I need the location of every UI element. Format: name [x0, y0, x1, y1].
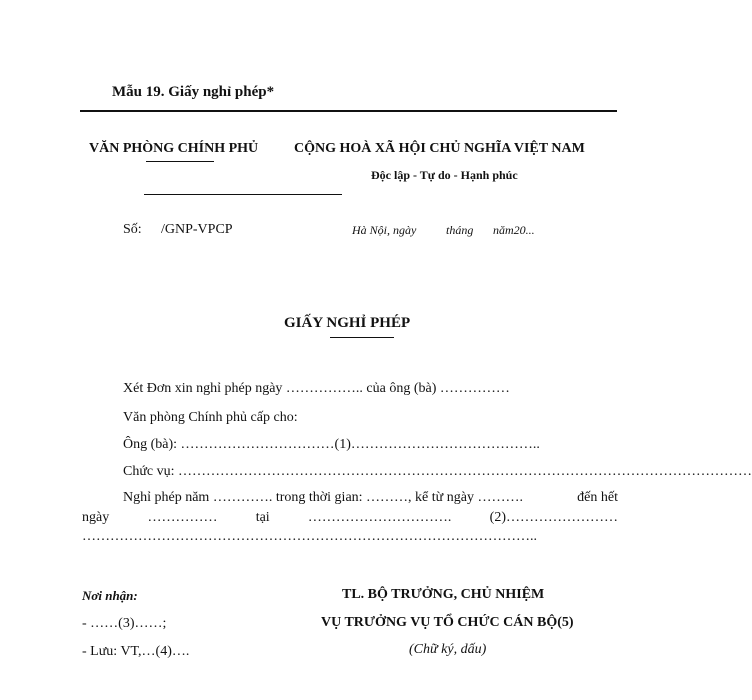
recipients-label: Nơi nhận: — [82, 588, 138, 603]
body-line-6-place: tại — [255, 510, 270, 525]
signature-note: (Chữ ký, dấu) — [409, 642, 487, 657]
body-line-1: Xét Đơn xin nghỉ phép ngày …………….. của ông (bà) …………… — [123, 381, 510, 396]
body-line-5-text: Nghỉ phép năm …………. trong thời gian: ………, kể từ ngày ………. — [123, 490, 523, 505]
nation-name: CỘNG HOÀ XÃ HỘI CHỦ NGHĨA VIỆT NAM — [294, 141, 585, 156]
motto: Độc lập - Tự do - Hạnh phúc — [371, 168, 518, 182]
body-line-7: …………………………………………………………………………………….. — [82, 529, 537, 544]
document-code: /GNP-VPCP — [161, 222, 233, 237]
body-line-6-dots-1: …………… — [147, 510, 218, 525]
motto-rule — [144, 194, 342, 195]
body-line-4: Chức vụ: …………………………………………………………………………………………………………… — [123, 464, 752, 479]
recipient-1: - ……(3)……; — [82, 616, 167, 631]
signer-title-1: TL. BỘ TRƯỞNG, CHỦ NHIỆM — [342, 587, 545, 602]
number-label: Số: — [123, 222, 142, 237]
body-line-3: Ông (bà): ……………………………(1)………………………………….. — [123, 437, 540, 452]
form-label: Mẫu 19. Giấy nghỉ phép* — [112, 84, 275, 100]
date-month: tháng — [446, 223, 474, 237]
body-line-6-word: ngày — [82, 510, 110, 525]
agency-name: VĂN PHÒNG CHÍNH PHỦ — [89, 141, 259, 156]
agency-underline — [146, 161, 214, 162]
body-line-2: Văn phòng Chính phủ cấp cho: — [123, 410, 298, 425]
place-date: Hà Nội, ngày — [352, 223, 417, 237]
top-rule — [80, 110, 617, 112]
date-year: năm20... — [493, 223, 535, 237]
body-line-6-dots-2: …………………………. — [307, 510, 452, 525]
body-line-5-end: đến hết — [577, 490, 618, 505]
recipient-2: - Lưu: VT,…(4)…. — [82, 644, 190, 659]
body-line-6 — [82, 510, 618, 526]
document-title: GIẤY NGHỈ PHÉP — [284, 315, 411, 331]
signer-title-2: VỤ TRƯỞNG VỤ TỔ CHỨC CÁN BỘ(5) — [321, 615, 574, 630]
title-underline — [330, 337, 394, 338]
body-line-5 — [123, 490, 618, 506]
body-line-6-ref: (2)…………………… — [489, 510, 618, 525]
